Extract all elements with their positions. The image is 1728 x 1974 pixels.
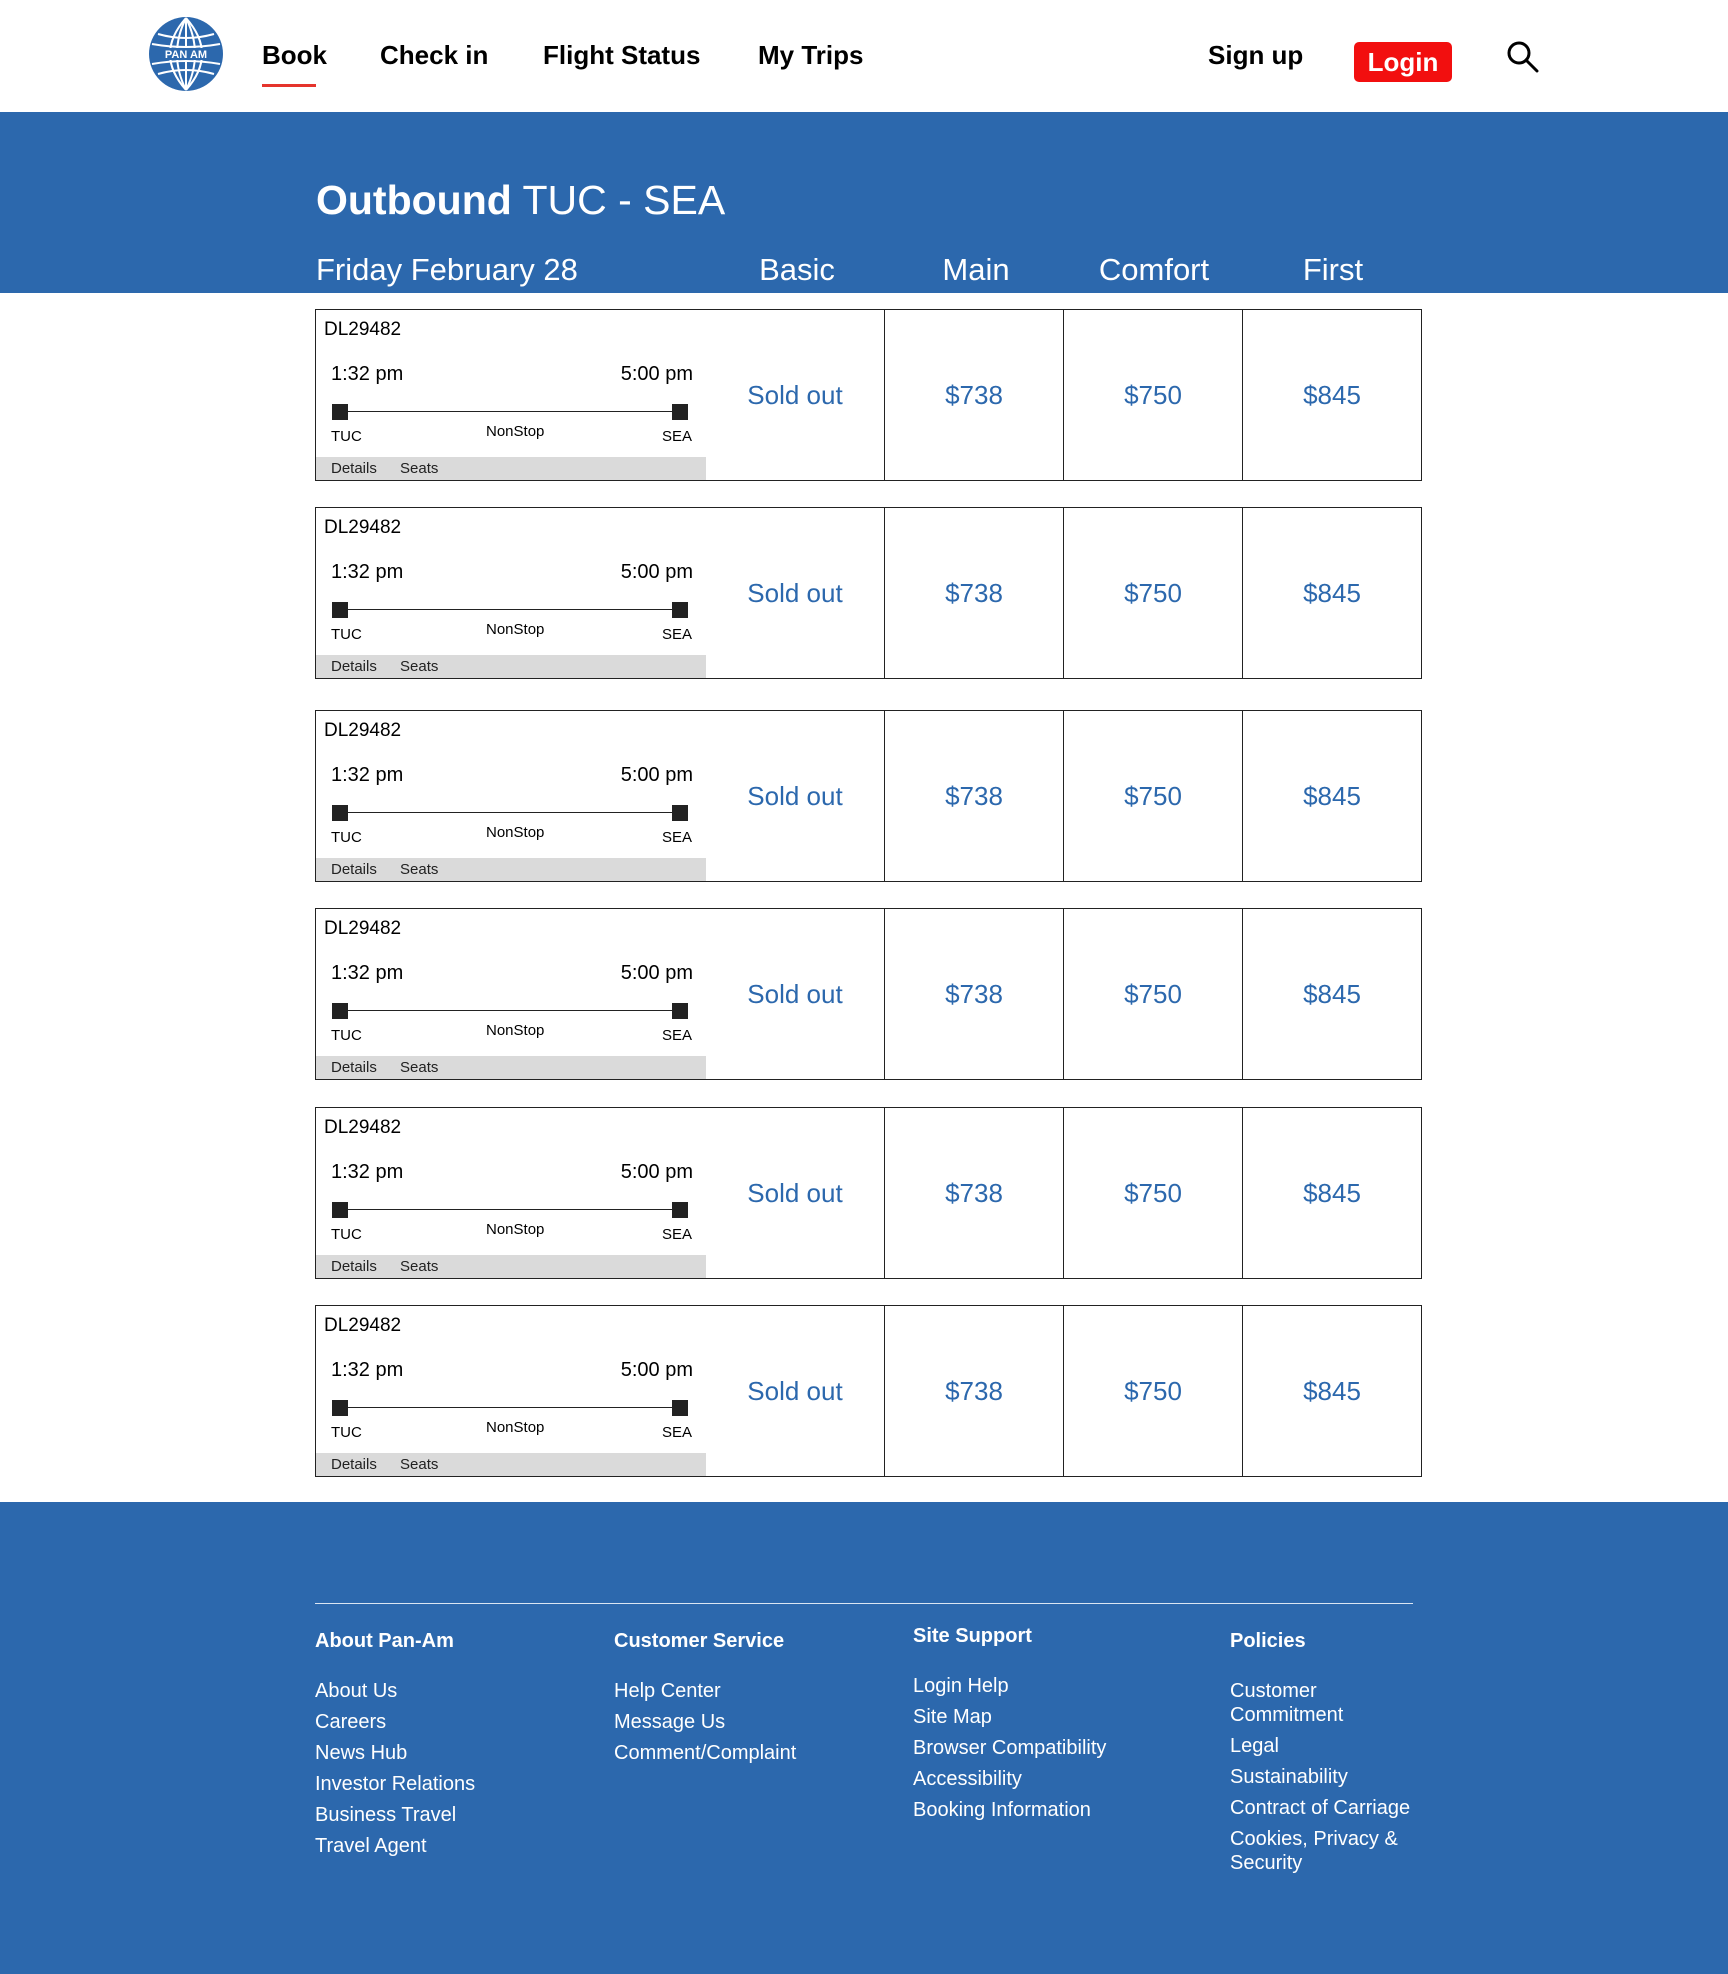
departure-time: 1:32 pm — [331, 561, 404, 583]
origin-code: TUC — [331, 1027, 362, 1044]
flight-info-card[interactable] — [315, 1305, 707, 1477]
seats-link[interactable]: Seats — [400, 460, 439, 477]
origin-marker-icon — [332, 805, 348, 821]
flight-number: DL29482 — [324, 319, 402, 340]
departure-time: 1:32 pm — [331, 962, 404, 984]
route-line — [339, 411, 685, 412]
fare-first[interactable]: $845 — [1243, 1305, 1422, 1477]
travel-date: Friday February 28 — [316, 252, 578, 287]
origin-code: TUC — [331, 1424, 362, 1441]
footer-link-comment-complaint[interactable]: Comment/Complaint — [614, 1742, 797, 1764]
destination-code: SEA — [661, 829, 692, 846]
fare-basic[interactable]: Sold out — [706, 1305, 885, 1477]
fare-basic[interactable]: Sold out — [706, 1107, 885, 1279]
footer-link-booking-information[interactable]: Booking Information — [913, 1799, 1091, 1821]
fare-main[interactable]: $738 — [885, 309, 1064, 481]
class-header-basic: Basic — [759, 252, 835, 287]
footer-link-contract-of-carriage[interactable]: Contract of Carriage — [1230, 1797, 1411, 1819]
footer-divider — [315, 1603, 1413, 1604]
flight-actions-bar — [316, 1056, 706, 1079]
fare-basic[interactable]: Sold out — [706, 507, 885, 679]
footer-link-business-travel[interactable]: Business Travel — [315, 1804, 457, 1826]
flight-number: DL29482 — [324, 720, 402, 741]
destination-marker-icon — [672, 602, 688, 618]
flight-info-card[interactable] — [315, 507, 707, 679]
footer-link-cookies-privacy-security[interactable]: Cookies, Privacy & Security — [1230, 1828, 1398, 1874]
seats-link[interactable]: Seats — [400, 658, 439, 675]
signup-link[interactable]: Sign up — [1208, 40, 1304, 70]
origin-code: TUC — [331, 428, 362, 445]
destination-code: SEA — [661, 1424, 692, 1441]
arrival-time: 5:00 pm — [620, 764, 693, 786]
fare-main[interactable]: $738 — [885, 1107, 1064, 1279]
footer-link-investor-relations[interactable]: Investor Relations — [315, 1773, 476, 1795]
origin-marker-icon — [332, 602, 348, 618]
flight-number: DL29482 — [324, 918, 402, 939]
top-nav-bar — [0, 0, 1728, 112]
stops-label: NonStop — [486, 1221, 545, 1238]
destination-marker-icon — [672, 404, 688, 420]
footer-heading: Policies — [1230, 1630, 1306, 1652]
nav-flight-status[interactable]: Flight Status — [543, 40, 701, 70]
departure-time: 1:32 pm — [331, 1161, 404, 1183]
fare-basic[interactable]: Sold out — [706, 309, 885, 481]
class-header-comfort: Comfort — [1098, 252, 1210, 287]
flight-number: DL29482 — [324, 1117, 402, 1138]
seats-link[interactable]: Seats — [400, 1258, 439, 1275]
footer-col-about — [315, 1630, 475, 1865]
flight-actions-bar — [316, 858, 706, 881]
flight-info-card[interactable] — [315, 908, 707, 1080]
stops-label: NonStop — [486, 621, 545, 638]
flight-number: DL29482 — [324, 517, 402, 538]
flight-row — [315, 1305, 1424, 1477]
stops-label: NonStop — [486, 1419, 545, 1436]
fare-basic[interactable]: Sold out — [706, 908, 885, 1080]
destination-marker-icon — [672, 1003, 688, 1019]
flight-actions-bar — [316, 1453, 706, 1476]
flight-actions-bar — [316, 655, 706, 678]
page-title — [316, 177, 725, 224]
details-link[interactable]: Details — [331, 1456, 377, 1473]
class-header-first: First — [1302, 252, 1364, 287]
route-line — [339, 812, 685, 813]
footer-link-help-center[interactable]: Help Center — [614, 1680, 721, 1702]
fare-basic[interactable]: Sold out — [706, 710, 885, 882]
footer-col-site-support — [913, 1625, 1106, 1829]
fare-comfort[interactable]: $750 — [1064, 1305, 1243, 1477]
route-line — [339, 609, 685, 610]
departure-time: 1:32 pm — [331, 1359, 404, 1381]
fare-first[interactable]: $845 — [1243, 1107, 1422, 1279]
details-link[interactable]: Details — [331, 1059, 377, 1076]
origin-marker-icon — [332, 404, 348, 420]
arrival-time: 5:00 pm — [620, 1359, 693, 1381]
seats-link[interactable]: Seats — [400, 1059, 439, 1076]
pan-am-globe-logo[interactable] — [148, 16, 224, 92]
footer-link-travel-agent[interactable]: Travel Agent — [315, 1835, 427, 1857]
fare-comfort[interactable]: $750 — [1064, 908, 1243, 1080]
route-line — [339, 1407, 685, 1408]
flight-row — [315, 710, 1424, 882]
footer-link-news-hub[interactable]: News Hub — [315, 1742, 408, 1764]
flight-actions-bar — [316, 1255, 706, 1278]
svg-text:PAN AM: PAN AM — [164, 49, 208, 61]
seats-link[interactable]: Seats — [400, 1456, 439, 1473]
direction-label: Outbound — [316, 177, 512, 223]
stops-label: NonStop — [486, 423, 545, 440]
departure-time: 1:32 pm — [331, 363, 404, 385]
fare-comfort[interactable]: $750 — [1064, 507, 1243, 679]
flight-row — [315, 908, 1424, 1080]
flight-info-card[interactable] — [315, 710, 707, 882]
flight-info-card[interactable] — [315, 1107, 707, 1279]
fare-comfort[interactable]: $750 — [1064, 710, 1243, 882]
footer-link-customer-commitment[interactable]: Customer Commitment — [1230, 1680, 1344, 1726]
flight-info-card[interactable] — [315, 309, 707, 481]
destination-marker-icon — [672, 1202, 688, 1218]
flight-row — [315, 1107, 1424, 1279]
departure-time: 1:32 pm — [331, 764, 404, 786]
arrival-time: 5:00 pm — [620, 561, 693, 583]
details-link[interactable]: Details — [331, 460, 377, 477]
login-button[interactable]: Login — [1354, 42, 1452, 82]
footer-link-message-us[interactable]: Message Us — [614, 1711, 726, 1733]
route-line — [339, 1010, 685, 1011]
origin-code: TUC — [331, 626, 362, 643]
arrival-time: 5:00 pm — [620, 962, 693, 984]
site-footer — [0, 1502, 1728, 1974]
destination-code: SEA — [661, 1226, 692, 1243]
fare-first[interactable]: $845 — [1243, 710, 1422, 882]
details-link[interactable]: Details — [331, 1258, 377, 1275]
footer-heading: About Pan-Am — [315, 1630, 454, 1652]
route-banner — [0, 112, 1728, 293]
destination-marker-icon — [672, 1400, 688, 1416]
nav-my-trips[interactable]: My Trips — [758, 40, 864, 70]
stops-label: NonStop — [486, 1022, 545, 1039]
destination-marker-icon — [672, 805, 688, 821]
details-link[interactable]: Details — [331, 861, 377, 878]
origin-marker-icon — [332, 1003, 348, 1019]
fare-main[interactable]: $738 — [885, 507, 1064, 679]
footer-link-legal[interactable]: Legal — [1230, 1735, 1279, 1757]
destination-code: SEA — [661, 1027, 692, 1044]
search-icon[interactable] — [1506, 40, 1540, 74]
fare-first[interactable]: $845 — [1243, 507, 1422, 679]
fare-comfort[interactable]: $750 — [1064, 309, 1243, 481]
destination-code: SEA — [661, 626, 692, 643]
fare-comfort[interactable]: $750 — [1064, 1107, 1243, 1279]
footer-link-about-us[interactable]: About Us — [315, 1680, 398, 1702]
nav-check-in[interactable]: Check in — [380, 40, 489, 70]
fare-main[interactable]: $738 — [885, 908, 1064, 1080]
fare-main[interactable]: $738 — [885, 1305, 1064, 1477]
fare-first[interactable]: $845 — [1243, 309, 1422, 481]
flight-number: DL29482 — [324, 1315, 402, 1336]
origin-code: TUC — [331, 829, 362, 846]
footer-link-sustainability[interactable]: Sustainability — [1230, 1766, 1348, 1788]
destination-code: SEA — [661, 428, 692, 445]
route-line — [339, 1209, 685, 1210]
arrival-time: 5:00 pm — [620, 363, 693, 385]
seats-link[interactable]: Seats — [400, 861, 439, 878]
origin-marker-icon — [332, 1400, 348, 1416]
fare-first[interactable]: $845 — [1243, 908, 1422, 1080]
arrival-time: 5:00 pm — [620, 1161, 693, 1183]
footer-link-browser-compatibility[interactable]: Browser Compatibility — [913, 1737, 1107, 1759]
flight-row — [315, 309, 1424, 481]
footer-heading: Site Support — [913, 1625, 1032, 1647]
footer-link-accessibility[interactable]: Accessibility — [913, 1768, 1022, 1790]
nav-book[interactable]: Book — [262, 40, 327, 70]
stops-label: NonStop — [486, 824, 545, 841]
flight-actions-bar — [316, 457, 706, 480]
flight-row — [315, 507, 1424, 679]
details-link[interactable]: Details — [331, 658, 377, 675]
footer-link-site-map[interactable]: Site Map — [913, 1706, 992, 1728]
class-header-main: Main — [942, 252, 1010, 287]
footer-col-customer-service — [614, 1630, 796, 1772]
nav-active-indicator — [262, 84, 316, 87]
footer-link-careers[interactable]: Careers — [315, 1711, 387, 1733]
origin-code: TUC — [331, 1226, 362, 1243]
route-label: TUC - SEA — [522, 177, 726, 223]
footer-link-login-help[interactable]: Login Help — [913, 1675, 1009, 1697]
fare-main[interactable]: $738 — [885, 710, 1064, 882]
footer-col-policies — [1230, 1630, 1420, 1882]
footer-heading: Customer Service — [614, 1630, 785, 1652]
origin-marker-icon — [332, 1202, 348, 1218]
